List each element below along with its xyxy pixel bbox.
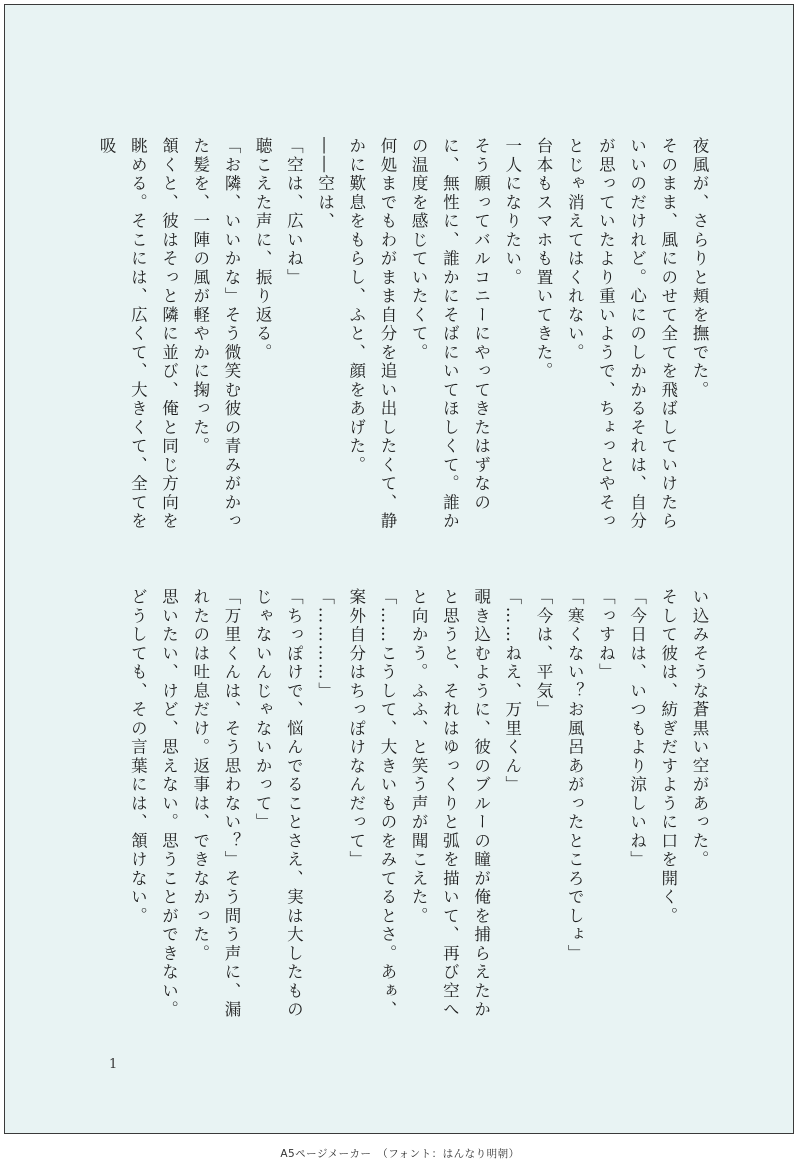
text-line: 「っすね」 [596,588,616,682]
text-line: 「寒くない？お風呂あがったところでしょ」 [565,588,585,963]
text-line: 聴こえた声に、振り返る。 [253,137,273,362]
upper-text-block [90,137,715,547]
text-line: 台本もスマホも置いてきた。 [533,137,553,381]
text-line: 頷くと、彼はそっと隣に並び、俺と同じ方向を眺める。そこには、広くて、大きくて、全てを吸 [97,137,179,531]
text-line: 夜風が、さらりと頬を撫でた。 [690,137,709,400]
text-line: 「…………」 [315,588,335,701]
text-line: そのまま、風にのせて全てを飛ばしていけたらいいのだけれど。心にのしかかるそれは、自分が思っていたより重いようで、ちょっとやそっとじゃ消えてはくれない。 [565,137,678,531]
footer-label: A5ページメーカー （フォント：はんなり明朝） [280,1148,520,1160]
text-line: 「お隣、いいかな」そう微笑む彼の青みがかった髪を、一陣の風が軽やかに掬った。 [190,137,241,531]
text-line: 「……こうして、大きいものをみてるとさ。あぁ、案外自分はちっぽけなんだって」 [346,588,397,1020]
page-number: 1 [109,1057,118,1072]
lower-text-block [90,588,715,1028]
text-line: 「今日は、いつもより涼しいね」 [627,588,647,870]
text-line: い込みそうな蒼黒い空があった。 [690,588,709,870]
text-line: 「……ねえ、万里くん」 [502,588,522,795]
text-line: 「今は、平気」 [533,588,553,720]
text-line: 一人になりたい。 [502,137,522,287]
text-line: 何処までもわがまま自分を追い出したくて、静かに歎息をもらし、ふと、顔をあげた。 [346,137,397,531]
text-line: そう願ってバルコニーにやってきたはずなのに、無性に、誰かにそばにいてほしくて。誰かの温度を感じていたくて。 [409,137,491,531]
text-line: 「万里くんは、そう思わない？」そう問う声に、漏れたのは吐息だけ。返事は、できなかった。 [190,588,241,1020]
text-line: 覗き込むように、彼のブルーの瞳が俺を捕らえたかと思うと、それはゆっくりと弧を描いて、再び空へと向かう。ふふ、と笑う声が聞こえた。 [409,588,491,1020]
text-line: 「ちっぽけで、悩んでることさえ、実は大したものじゃないんじゃないかって」 [253,588,304,1020]
manuscript-page [4,4,794,1134]
text-line: 思いたい、けど、思えない。思うことができない。どうしても、その言葉には、頷けない。 [128,588,179,1020]
text-line: 「空は、広いね」 [284,137,304,287]
text-line: そして彼は、紡ぎだすように口を開く。 [658,588,678,926]
text-line: ――空は、 [315,137,335,231]
